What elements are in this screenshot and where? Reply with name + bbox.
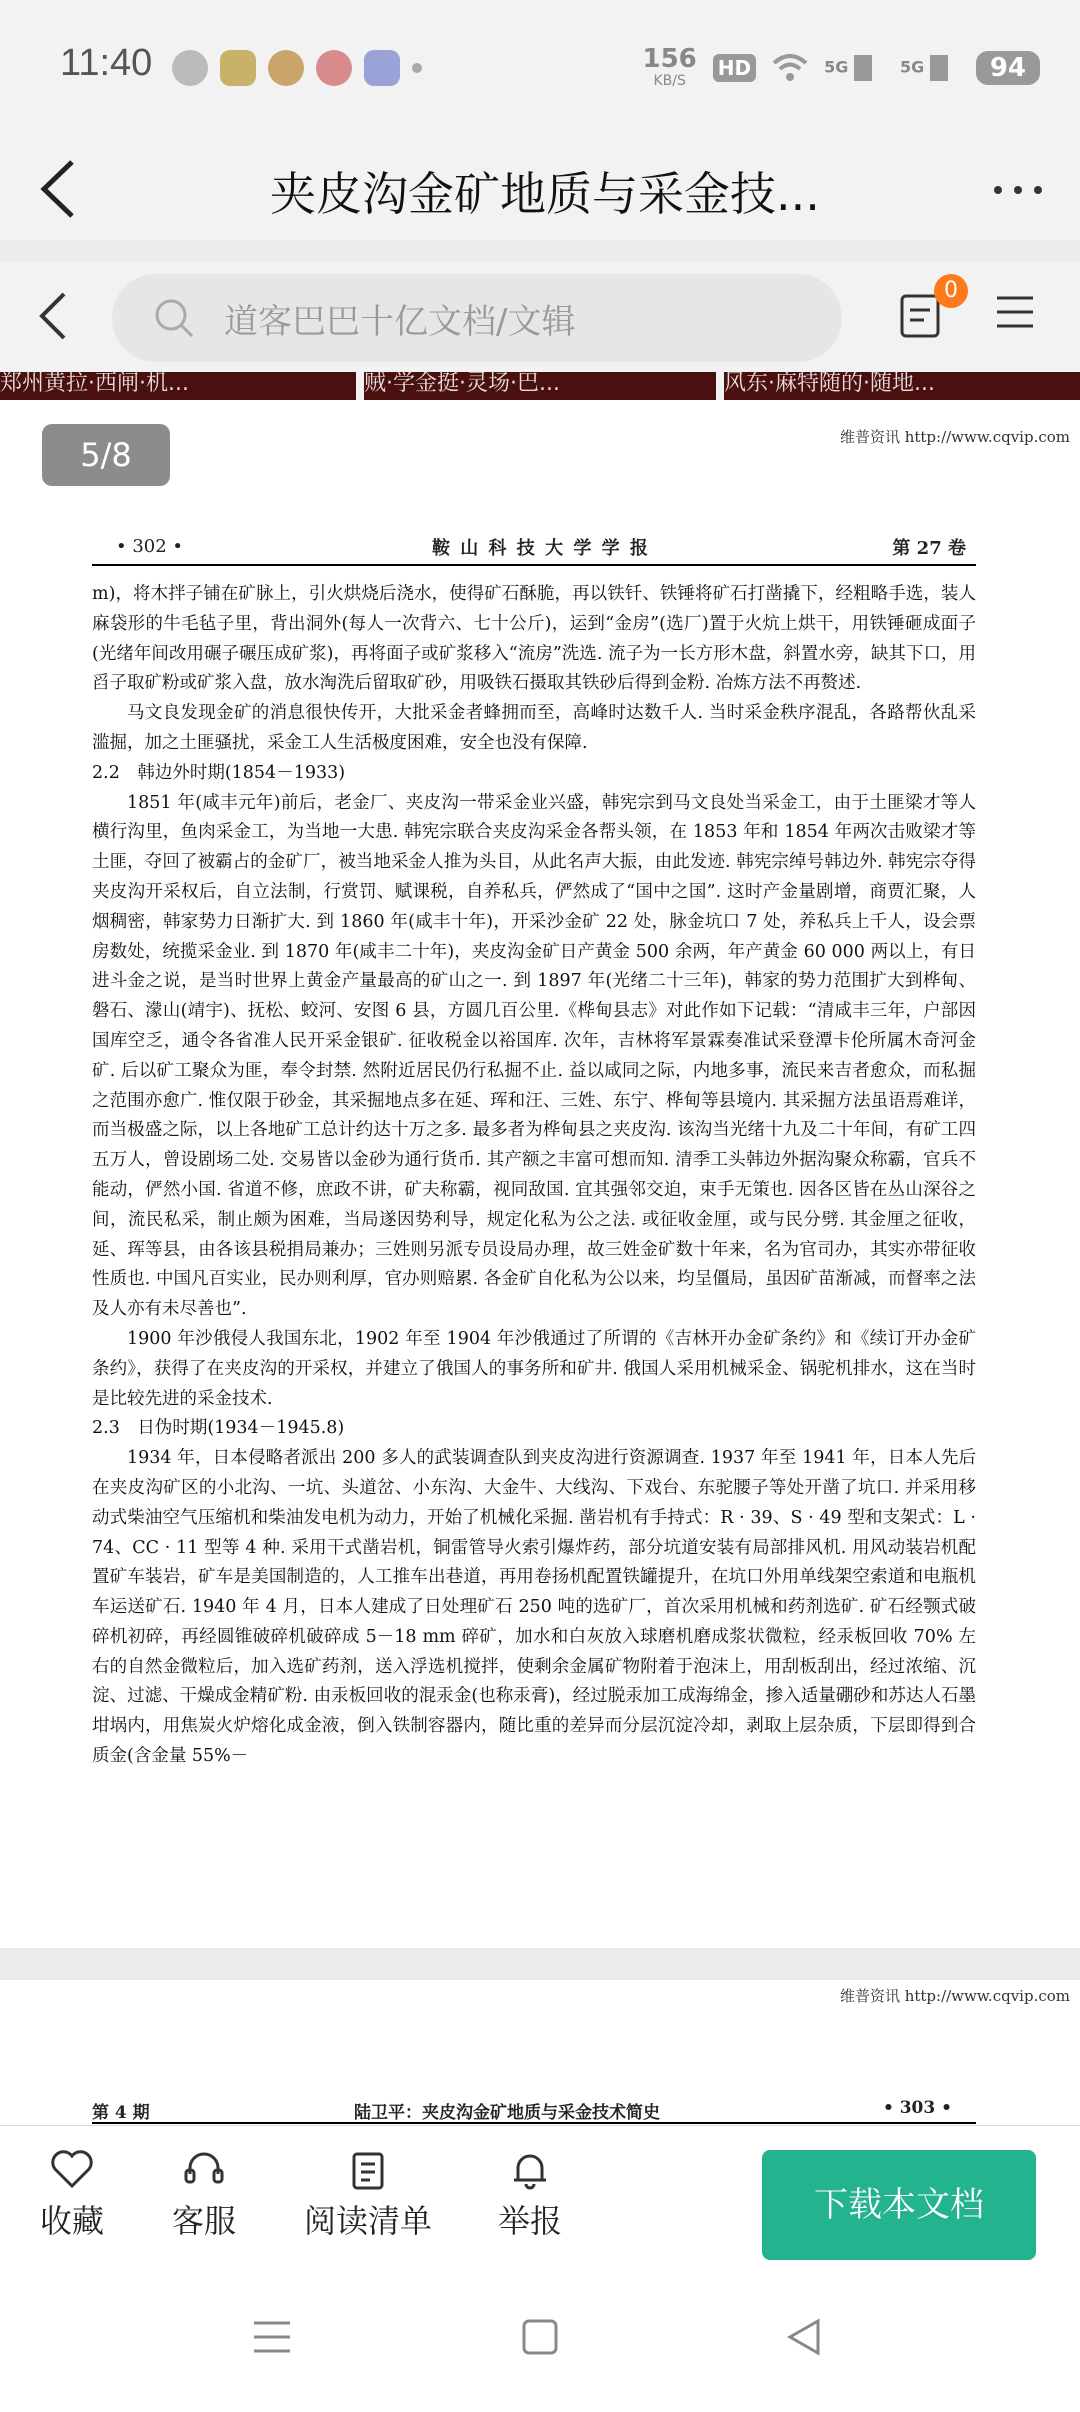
journal-header: [92, 528, 976, 566]
home-icon[interactable]: [520, 2317, 560, 2357]
search-app-icon: [316, 50, 352, 86]
paragraph: 马文良发现金矿的消息很快传开，大批采金者蜂拥而至，高峰时达数千人. 当时采金秩序混乱，各路帮伙乱采滥掘，加之土匪骚扰，采金工人生活极度困难，安全也没有保障.: [92, 703, 976, 753]
journal-page-number: • 302 •: [116, 536, 184, 557]
document-viewer[interactable]: [0, 400, 1080, 2125]
system-nav-bar: [0, 2275, 1080, 2412]
battery-indicator: 94: [976, 51, 1040, 85]
clipboard-icon: [346, 2150, 390, 2190]
banner-item[interactable]: 郑州黄拉·西闸·机...: [0, 372, 356, 400]
favorite-label: 收藏: [40, 2202, 105, 2240]
more-dot-icon: [412, 63, 422, 73]
report-label: 举报: [498, 2202, 563, 2240]
weibo-icon: [268, 50, 304, 86]
search-placeholder: 道客巴巴十亿文档/文辑: [224, 302, 576, 342]
service-label: 客服: [172, 2202, 237, 2240]
banner-item[interactable]: 贼·学金挺·灵场·巴...: [364, 372, 716, 400]
back-icon[interactable]: [30, 154, 90, 224]
next-page-number: • 303 •: [882, 2098, 952, 2118]
recents-icon[interactable]: [252, 2317, 292, 2357]
search-input[interactable]: [112, 274, 842, 362]
tieba-icon: [364, 50, 400, 86]
service-button[interactable]: [172, 2150, 236, 2242]
bell-icon: [508, 2150, 552, 2190]
page-title: 夹皮沟金矿地质与采金技...: [270, 167, 820, 221]
download-button[interactable]: 下载本文档: [762, 2150, 1036, 2260]
cart-badge: 0: [934, 274, 968, 308]
paragraph: 1934 年，日本侵略者派出 200 多人的武装调查队到夹皮沟进行资源调查. 1937 年至 1941 年，日本人先后在夹皮沟矿区的小北沟、一坑、头道岔、小东沟、大金牛、大线沟、下戏台、东驼腰子等处开凿了坑口. 并采用移动式柴油空气压缩机和柴油发电机为动力，开始了机械化采掘. 凿岩机有手持式：R · 39、S · 49 型和支架式：L · 74、CC · 11 型等 4 种. 采用干式凿岩机，铜雷管导火索引爆炸药，部分坑道安装有局部排风机. 用风动装岩机配置矿车装岩，矿车是美国制造的，人工推车出巷道，再用卷扬机配置铁罐提升，在坑口外用单线架空索道和电瓶机车运送矿石. 1940 年 4 月，日本人建成了日处理矿石 250 吨的选矿厂，首次采用机械和药剂选矿. 矿石经颚式破碎机初碎，再经圆锥破碎机破碎成 5－18 mm 碎矿，加水和白灰放入球磨机磨成浆状微粒，经汞板回收 70% 左右的自然金微粒后，加入选矿药剂，送入浮选机搅拌，使剩余金属矿物附着于泡沫上，用刮板刮出，经过浓缩、沉淀、过滤、干燥成金精矿粉. 由汞板回收的混汞金(也称汞膏)，经过脱汞加工成海绵金，掺入适量硼砂和苏达人石墨坩埚内，用焦炭火炉熔化成金液，倒入铁制容器内，随比重的差异而分层沉淀冷却，剥取上层杂质，下层即得到合质金(含金量 55%－: [92, 1448, 976, 1767]
next-page-header: [92, 2086, 976, 2124]
article-body: [92, 580, 976, 1772]
headset-icon: [182, 2150, 226, 2190]
watermark: 维普资讯 http://www.cqvip.com: [839, 1987, 1070, 2005]
title-bar: [0, 140, 1080, 240]
hd-icon: HD: [713, 54, 756, 82]
back-nav-icon[interactable]: [784, 2317, 824, 2357]
report-button[interactable]: [498, 2150, 562, 2242]
reading-list-label: 阅读清单: [304, 2202, 433, 2240]
ad-banner-strip[interactable]: [0, 372, 1080, 400]
signal-icon-2: 5G: [900, 55, 960, 81]
journal-volume: 第 27 卷: [892, 538, 966, 559]
journal-name: 鞍 山 科 技 大 学 学 报: [432, 538, 650, 559]
doc-cart-button[interactable]: [890, 278, 958, 348]
reading-list-button[interactable]: [304, 2150, 432, 2242]
status-bar: [0, 0, 1080, 140]
section-heading: 2.2 韩边外时期(1854－1933): [92, 762, 346, 783]
page-counter: 5/8: [42, 424, 170, 486]
paragraph: m)，将木拌子铺在矿脉上，引火烘烧后浇水，使得矿石酥脆，再以铁钎、铁锤将矿石打凿撬下，经粗略手选，装人麻袋形的牛毛毡子里，背出洞外(每人一次背六、七十公斤)，运到“金房”(选厂)置于火炕上烘干，用铁锤砸成面子(光绪年间改用碾子碾压成矿浆)，再将面子或矿浆移入“流房”洗选. 流子为一长方形木盘，斜置水旁，缺其下口，用舀子取矿粉或矿浆入盘，放水淘洗后留取矿砂，用吸铁石摄取其铁砂后得到金粉. 冶炼方法不再赘述.: [92, 584, 976, 694]
menu-icon[interactable]: [995, 292, 1035, 332]
banner-item[interactable]: 风东·麻特随的·随地...: [724, 372, 1080, 400]
article-running-title: 陆卫平：夹皮沟金矿地质与采金技术简史: [354, 2103, 660, 2123]
more-icon[interactable]: [988, 160, 1048, 220]
net-speed: 156 KB/S: [642, 44, 697, 89]
search-row: [0, 262, 1080, 372]
watermark: 维普资讯 http://www.cqvip.com: [839, 428, 1070, 446]
wechat-icon: [172, 50, 208, 86]
wifi-icon: [772, 53, 808, 83]
paragraph: 1851 年(咸丰元年)前后，老金厂、夹皮沟一带采金业兴盛，韩宪宗到马文良处当采金工，由于土匪梁才等人横行沟里，鱼肉采金工，为当地一大患. 韩宪宗联合夹皮沟采金各帮头领，在 1853 年和 1854 年两次击败梁才等土匪，夺回了被霸占的金矿厂，被当地采金人推为头目，从此名声大振，由此发迹. 韩宪宗绰号韩边外. 韩宪宗夺得夹皮沟开采权后，自立法制，行赏罚、赋课税，自养私兵，俨然成了“国中之国”. 这时产金量剧增，商贾汇聚，人烟稠密，韩家势力日渐扩大. 到 1860 年(咸丰十年)，开采沙金矿 22 处，脉金坑口 7 处，养私兵上千人，设会票房数处，统揽采金业. 到 1870 年(咸丰二十年)，夹皮沟金矿日产黄金 500 余两，年产黄金 60 000 两以上，有日进斗金之说，是当时世界上黄金产量最高的矿山之一. 到 1897 年(光绪二十三年)，韩家的势力范围扩大到桦甸、磐石、濛山(靖宇)、抚松、蛟河、安图 6 县，方圆几百公里.《桦甸县志》对此作如下记载：“清咸丰三年，户部因国库空乏，通令各省准人民开采金银矿. 征收税金以裕国库. 次年，吉林将军景霖奏准试采登潭卡伦所属木奇河金矿. 后以矿工聚众为匪，奉令封禁. 然附近居民仍行私掘不止. 益以咸同之际，内地多事，流民来吉者愈众，而私掘之范围亦愈广. 惟仅限于砂金，其采掘地点多在延、珲和汪、三姓、东宁、桦甸等县境内. 其采掘方法虽语焉难详，而当极盛之际，以上各地矿工总计约达十万之多. 最多者为桦甸县之夹皮沟. 该沟当光绪十九及二十年间，有矿工四五万人，曾设剧场二处. 交易皆以金砂为通行货币. 其产额之丰富可想而知. 清季工头韩边外据沟聚众称霸，官兵不能动，俨然小国. 省道不修，庶政不讲，矿夫称霸，视同敌国. 宜其强邻交迫，束手无策也. 因各区皆在丛山深谷之间，流民私采，制止颇为困难，当局遂因势利导，规定化私为公之法. 或征收金厘，或与民分劈. 其金厘之征收，延、珲等县，由各该县税捐局兼办；三姓则另派专员设局办理，故三姓金矿数十年来，名为官司办，其实亦带征收性质也. 中国凡百实业，民办则利厚，官办则赔累. 各金矿自化私为公以来，均呈僵局，虽因矿苗渐减，而督率之法及人亦有未尽善也”.: [92, 792, 976, 1320]
issue-number: 第 4 期: [92, 2103, 150, 2123]
heart-icon: [50, 2150, 94, 2190]
paragraph: 1900 年沙俄侵人我国东北，1902 年至 1904 年沙俄通过了所谓的《吉林开办金矿条约》和《续订开办金矿条约》，获得了在夹皮沟的开采权，并建立了俄国人的事务所和矿井. 俄国人采用机械采金、锅驼机排水，这在当时是比较先进的采金技术.: [92, 1328, 976, 1409]
signal-icon-1: 5G: [824, 55, 884, 81]
search-icon: [152, 296, 196, 340]
favorite-button[interactable]: [40, 2150, 104, 2242]
status-time: 11:40: [60, 42, 153, 84]
section-heading: 2.3 日伪时期(1934－1945.8): [92, 1418, 345, 1439]
bottom-action-bar: [0, 2125, 1080, 2276]
notification-icons: [172, 50, 422, 86]
page-separator: [0, 1948, 1080, 1980]
meituan-icon: [220, 50, 256, 86]
secondary-back-icon[interactable]: [30, 286, 80, 346]
